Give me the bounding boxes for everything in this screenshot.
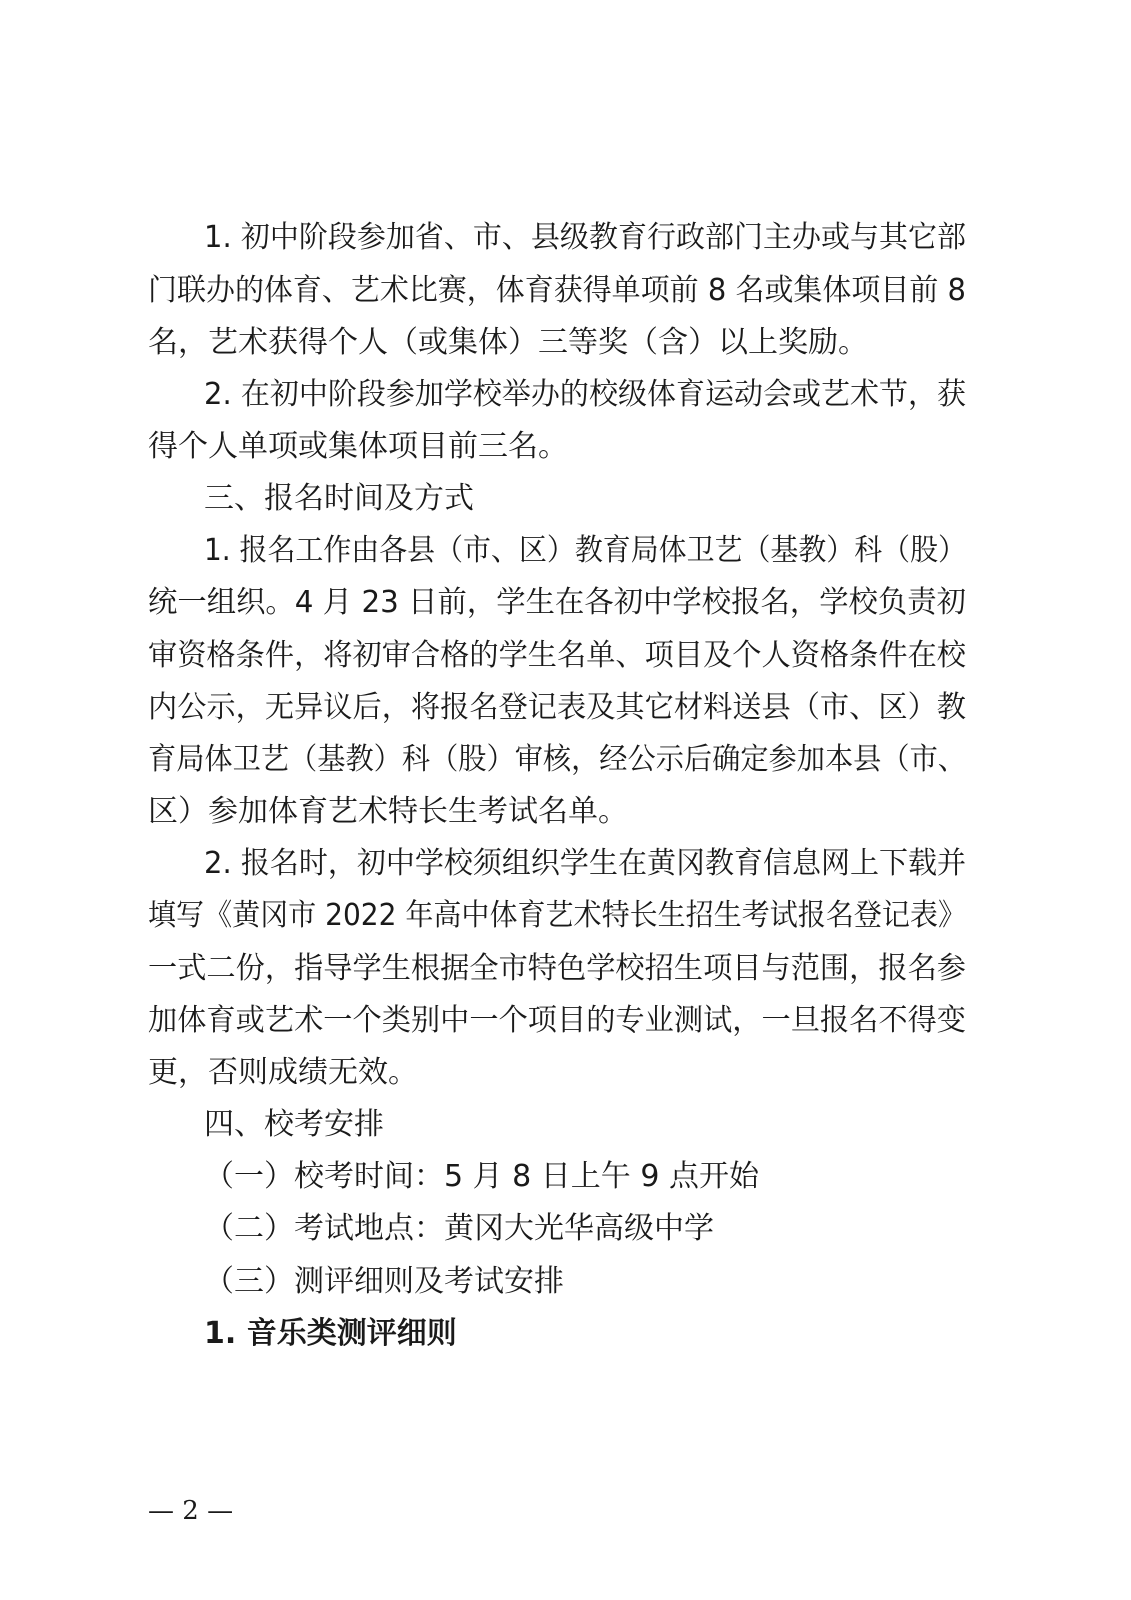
text-line-5: 得个人单项或集体项目前三名。 (148, 429, 568, 464)
text-line-1: 1. 初中阶段参加省、市、县级教育行政部门主办或与其它部 (204, 220, 966, 255)
text-line-11: 育局体卫艺（基教）科（股）审核，经公示后确定参加本县（市、 (148, 742, 966, 777)
text-line-16: 加体育或艺术一个类别中一个项目的专业测试，一旦报名不得变 (148, 1003, 966, 1038)
section-heading-4: 四、校考安排 (204, 1107, 384, 1142)
section-heading-3: 三、报名时间及方式 (204, 481, 474, 516)
text-line-15: 一式二份，指导学生根据全市特色学校招生项目与范围，报名参 (148, 951, 966, 986)
subsection-exam-time: （一）校考时间：5 月 8 日上午 9 点开始 (204, 1159, 759, 1194)
subsection-exam-rules: （三）测评细则及考试安排 (204, 1264, 564, 1299)
text-line-8: 统一组织。4 月 23 日前，学生在各初中学校报名，学校负责初 (148, 585, 966, 620)
text-line-3: 名，艺术获得个人（或集体）三等奖（含）以上奖励。 (148, 325, 868, 360)
subsection-exam-location: （二）考试地点：黄冈大光华高级中学 (204, 1211, 714, 1246)
text-line-12: 区）参加体育艺术特长生考试名单。 (148, 794, 628, 829)
music-rules-heading: 1. 音乐类测评细则 (204, 1316, 457, 1351)
text-line-4: 2. 在初中阶段参加学校举办的校级体育运动会或艺术节，获 (204, 377, 966, 412)
text-line-17: 更，否则成绩无效。 (148, 1055, 418, 1090)
text-line-2: 门联办的体育、艺术比赛，体育获得单项前 8 名或集体项目前 8 (148, 273, 966, 308)
text-line-9: 审资格条件，将初审合格的学生名单、项目及个人资格条件在校 (148, 638, 966, 673)
text-line-10: 内公示，无异议后，将报名登记表及其它材料送县（市、区）教 (148, 690, 966, 725)
text-line-14: 填写《黄冈市 2022 年高中体育艺术特长生招生考试报名登记表》 (148, 898, 966, 933)
text-line-7: 1. 报名工作由各县（市、区）教育局体卫艺（基教）科（股） (204, 533, 966, 568)
text-line-13: 2. 报名时，初中学校须组织学生在黄冈教育信息网上下载并 (204, 846, 966, 881)
page-number: — 2 — (148, 1496, 234, 1526)
